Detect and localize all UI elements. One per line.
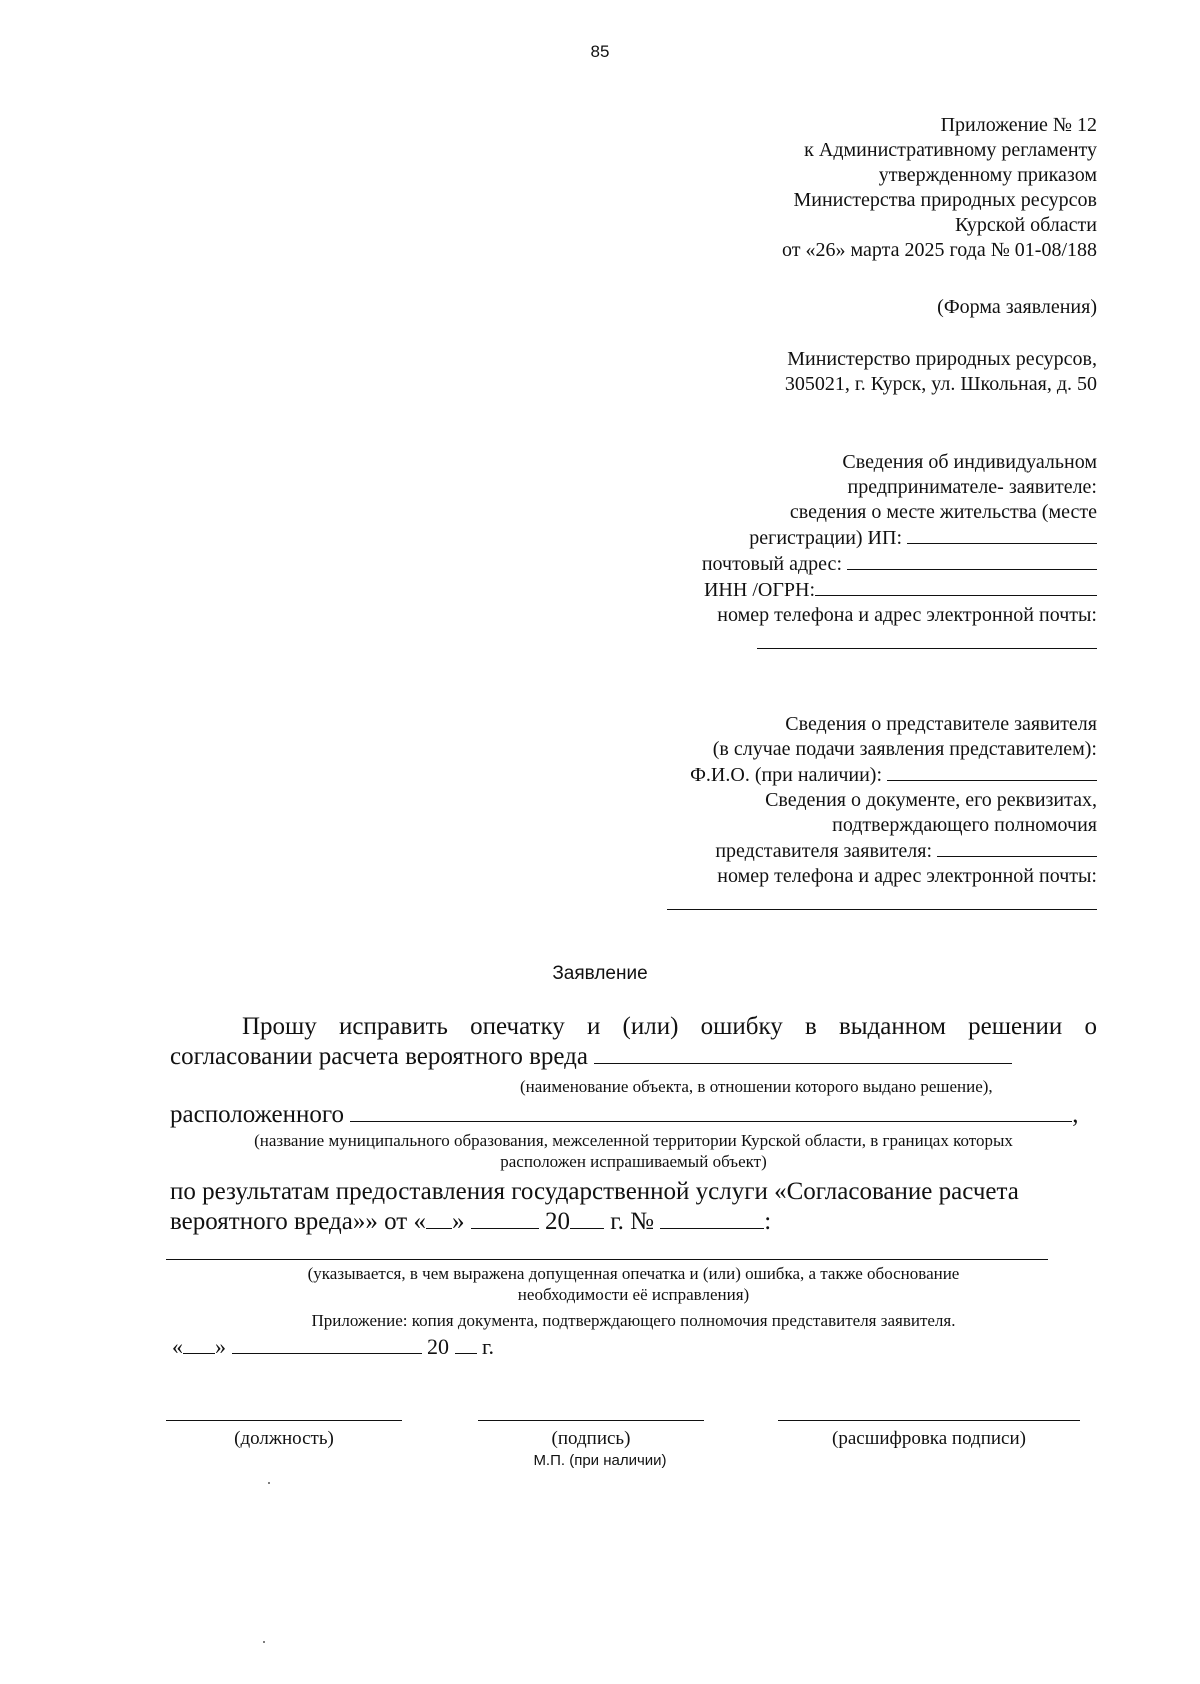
date-day-field[interactable] — [183, 1335, 215, 1354]
registration-row — [702, 525, 1097, 551]
note-object: (наименование объекта, в отношении которого выдано решение), — [520, 1077, 993, 1096]
representative-line: подтверждающего полномочия — [832, 814, 1097, 836]
authority-field[interactable] — [937, 838, 1097, 857]
applicant-phone-field[interactable] — [757, 628, 1097, 649]
postal-field[interactable] — [847, 551, 1097, 570]
appendix-line: утвержденному приказом — [878, 164, 1097, 186]
located-line: расположенного , — [170, 1101, 1079, 1128]
word: опечатку — [470, 1013, 565, 1040]
document-title: Заявление — [552, 963, 648, 984]
appendix-line: к Административному регламенту — [804, 139, 1097, 161]
request-line-1 — [170, 1012, 1097, 1042]
scan-speck — [268, 1482, 270, 1484]
applicant-phone-label: номер телефона и адрес электронной почты: — [717, 604, 1097, 626]
fio-label: Ф.И.О. (при наличии): — [690, 764, 882, 786]
decoding-caption: (расшифровка подписи) — [832, 1428, 1026, 1449]
note-error — [170, 1263, 1097, 1305]
addressee-line: Министерство природных ресурсов, — [787, 348, 1097, 370]
word: (или) — [622, 1013, 679, 1040]
request-line-2 — [170, 1042, 1097, 1072]
addressee-line: 305021, г. Курск, ул. Школьная, д. 50 — [784, 373, 1097, 395]
representative-phone-label: номер телефона и адрес электронной почты: — [717, 865, 1097, 887]
fio-row — [667, 762, 1097, 788]
position-signature-line[interactable] — [166, 1420, 402, 1421]
word: ошибку — [700, 1013, 783, 1040]
representative-line: Сведения о документе, его реквизитах, — [765, 789, 1097, 811]
registration-label: регистрации) ИП: — [749, 527, 902, 549]
date-line — [172, 1334, 494, 1360]
inn-field[interactable] — [815, 577, 1097, 596]
position-caption: (должность) — [234, 1428, 334, 1449]
appendix-line: от «26» марта 2025 года № 01-08/188 — [782, 239, 1097, 261]
word: Прошу — [242, 1013, 317, 1040]
appendix-block — [782, 113, 1097, 263]
representative-line: Сведения о представителе заявителя — [785, 713, 1097, 735]
postal-row — [702, 551, 1097, 577]
located-label: расположенного — [170, 1101, 345, 1128]
page-number: 85 — [590, 42, 610, 61]
appendix-line: Курской области — [955, 214, 1097, 236]
note-municipal-line: расположен испрашиваемый объект) — [500, 1152, 767, 1171]
applicant-line: Сведения об индивидуальном — [842, 451, 1097, 473]
word: выданном — [838, 1013, 946, 1040]
service-paragraph — [170, 1177, 1097, 1237]
appendix-line: Приложение № 12 — [940, 114, 1097, 136]
date-text: 20 — [427, 1334, 449, 1359]
attachment-note: Приложение: копия документа, подтверждающего полномочия представителя заявителя. — [311, 1311, 956, 1330]
signature-caption: (подпись) — [551, 1428, 631, 1449]
word: в — [804, 1013, 817, 1040]
word: решении — [968, 1013, 1063, 1040]
inn-row — [702, 577, 1097, 603]
postal-label: почтовый адрес: — [701, 553, 842, 575]
registration-field[interactable] — [907, 525, 1097, 544]
date-text: « — [172, 1334, 183, 1359]
representative-phone-field[interactable] — [667, 889, 1097, 910]
note-municipal-line: (название муниципального образования, межселенной территории Курской области, в границах которых — [254, 1131, 1013, 1150]
note-error-line: (указывается, в чем выражена допущенная опечатка и (или) ошибка, а также обоснование — [307, 1264, 960, 1283]
service-text: вероятного вреда»» от « — [170, 1208, 426, 1235]
signature-decoding-line[interactable] — [778, 1420, 1080, 1421]
appendix-line: Министерства природных ресурсов — [793, 189, 1097, 211]
inn-label: ИНН /ОГРН: — [703, 579, 815, 601]
month-field[interactable] — [471, 1210, 539, 1229]
note-error-line: необходимости её исправления) — [517, 1285, 750, 1304]
fio-field[interactable] — [887, 762, 1097, 781]
word: и — [586, 1013, 601, 1040]
service-text: г. № — [610, 1208, 654, 1235]
applicant-line: сведения о месте жительства (месте — [789, 501, 1097, 523]
number-field[interactable] — [660, 1210, 764, 1229]
date-text: » — [215, 1334, 226, 1359]
representative-line: (в случае подачи заявления представителем): — [712, 738, 1097, 760]
service-line-2 — [170, 1207, 1097, 1237]
date-month-field[interactable] — [232, 1335, 422, 1354]
date-text: г. — [482, 1334, 495, 1359]
note-municipal — [170, 1130, 1097, 1172]
authority-label: представителя заявителя: — [715, 840, 932, 862]
service-text: » — [451, 1208, 465, 1235]
word: о — [1084, 1013, 1097, 1040]
scan-speck — [263, 1641, 265, 1643]
municipality-field[interactable] — [350, 1103, 1072, 1122]
object-name-field[interactable] — [594, 1045, 1012, 1064]
error-description-field[interactable] — [166, 1259, 1048, 1260]
day-field[interactable] — [426, 1210, 452, 1229]
addressee-block — [785, 347, 1097, 397]
stamp-caption: М.П. (при наличии) — [533, 1452, 667, 1469]
representative-block — [667, 712, 1097, 910]
date-year-field[interactable] — [455, 1335, 477, 1354]
request-paragraph — [170, 1012, 1097, 1072]
authority-row — [667, 838, 1097, 864]
applicant-block — [702, 450, 1097, 649]
service-text: 20 — [544, 1208, 570, 1235]
request-text: согласовании расчета вероятного вреда — [170, 1043, 588, 1070]
applicant-line: предпринимателе- заявителе: — [847, 476, 1097, 498]
year-field[interactable] — [570, 1210, 604, 1229]
service-line-1: по результатам предоставления государственной услуги «Согласование расчета — [170, 1178, 1019, 1205]
word: исправить — [339, 1013, 448, 1040]
service-text: : — [764, 1208, 772, 1235]
signature-line[interactable] — [478, 1420, 704, 1421]
form-label: (Форма заявления) — [937, 296, 1097, 318]
